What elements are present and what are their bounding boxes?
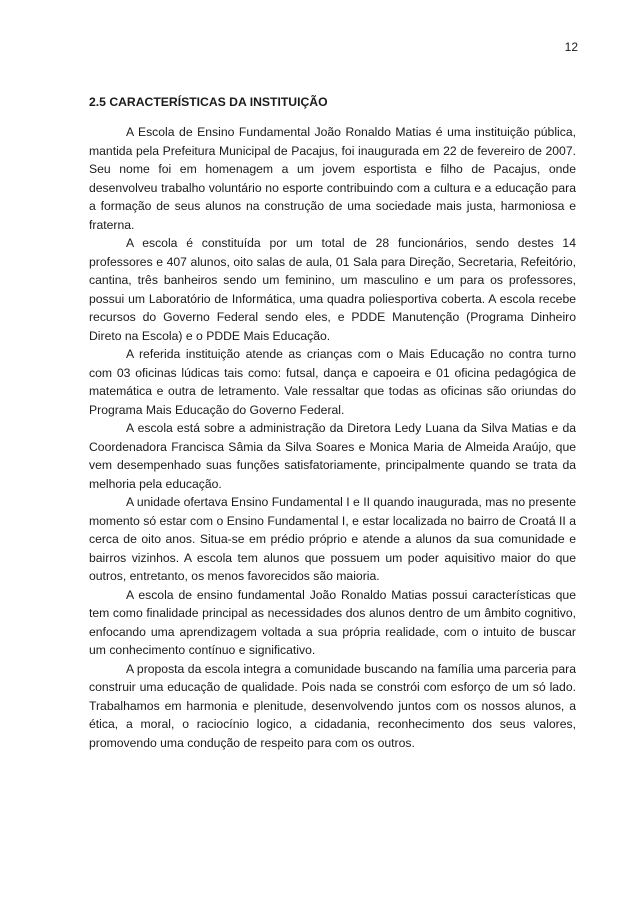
document-body <box>89 93 576 752</box>
paragraph-workshops: A referida instituição atende as crianças com o Mais Educação no contra turno com 03 oficinas lúdicas tais como: futsal, dança e capoeira e 01 oficina pedagógica de matemática e outra de letramento. Vale ressaltar que todas as oficinas são oriundas do Programa Mais Educação do Governo Federal. <box>89 347 576 417</box>
page-number: 12 <box>564 40 578 54</box>
paragraph-structure: A escola é constituída por um total de 28 funcionários, sendo destes 14 professores e 407 alunos, oito salas de aula, 01 Sala para Direção, Secretaria, Refeitório, cantina, três banheiros sendo um feminino, um masculino e um para os professores, possui um Laboratório de Informática, uma quadra poliesportiva coberta. A escola recebe recursos do Governo Federal sendo eles, e PDDE Manutenção (Programa Dinheiro Direto na Escola) e o PDDE Mais Educação. <box>89 236 576 343</box>
paragraph-proposal: A proposta da escola integra a comunidade buscando na família uma parceria para construir uma educação de qualidade. Pois nada se constrói com esforço de um só lado. Trabalhamos em harmonia e plenitude, desenvolvendo juntos com os nossos alunos, a ética, a moral, o raciocínio logico, a cidadania, reconhecimento dos seus valores, promovendo uma condução de respeito para com os outros. <box>89 661 576 750</box>
paragraph-location: A unidade ofertava Ensino Fundamental I e II quando inaugurada, mas no presente momento só estar com o Ensino Fundamental I, e estar localizada no bairro de Croatá II a cerca de oito anos. Situa-se em prédio próprio e atende a alunos da sua comunidade e bairros vizinhos. A escola tem alunos que possuem um poder aquisitivo maior do que outros, entretanto, os menos favorecidos são maioria. <box>89 495 576 583</box>
paragraph-characteristics: A escola de ensino fundamental João Ronaldo Matias possui características que tem como finalidade principal as necessidades dos alunos dentro de um âmbito cognitivo, enfocando uma aprendizagem voltada a sua própria realidade, com o intuito de buscar um conhecimento contínuo e significativo. <box>89 587 576 657</box>
paragraph-administration: A escola está sobre a administração da Diretora Ledy Luana da Silva Matias e da Coordenadora Francisca Sâmia da Silva Soares e Monica Maria de Almeida Araújo, que vem desempenhado suas funções satisfatoriamente, principalmente quando se trata da melhoria pela educação. <box>89 421 576 491</box>
paragraph-history: A Escola de Ensino Fundamental João Ronaldo Matias é uma instituição pública, mantida pela Prefeitura Municipal de Pacajus, foi inaugurada em 22 de fevereiro de 2007. Seu nome foi em homenagem a um jovem esportista e filho de Pacajus, onde desenvolveu trabalho voluntário no esporte contribuindo com a cultura e a educação para a formação de seus alunos na construção de uma sociedade mais justa, harmoniosa e fraterna. <box>89 125 576 232</box>
section-title: 2.5 CARACTERÍSTICAS DA INSTITUIÇÃO <box>89 95 328 109</box>
